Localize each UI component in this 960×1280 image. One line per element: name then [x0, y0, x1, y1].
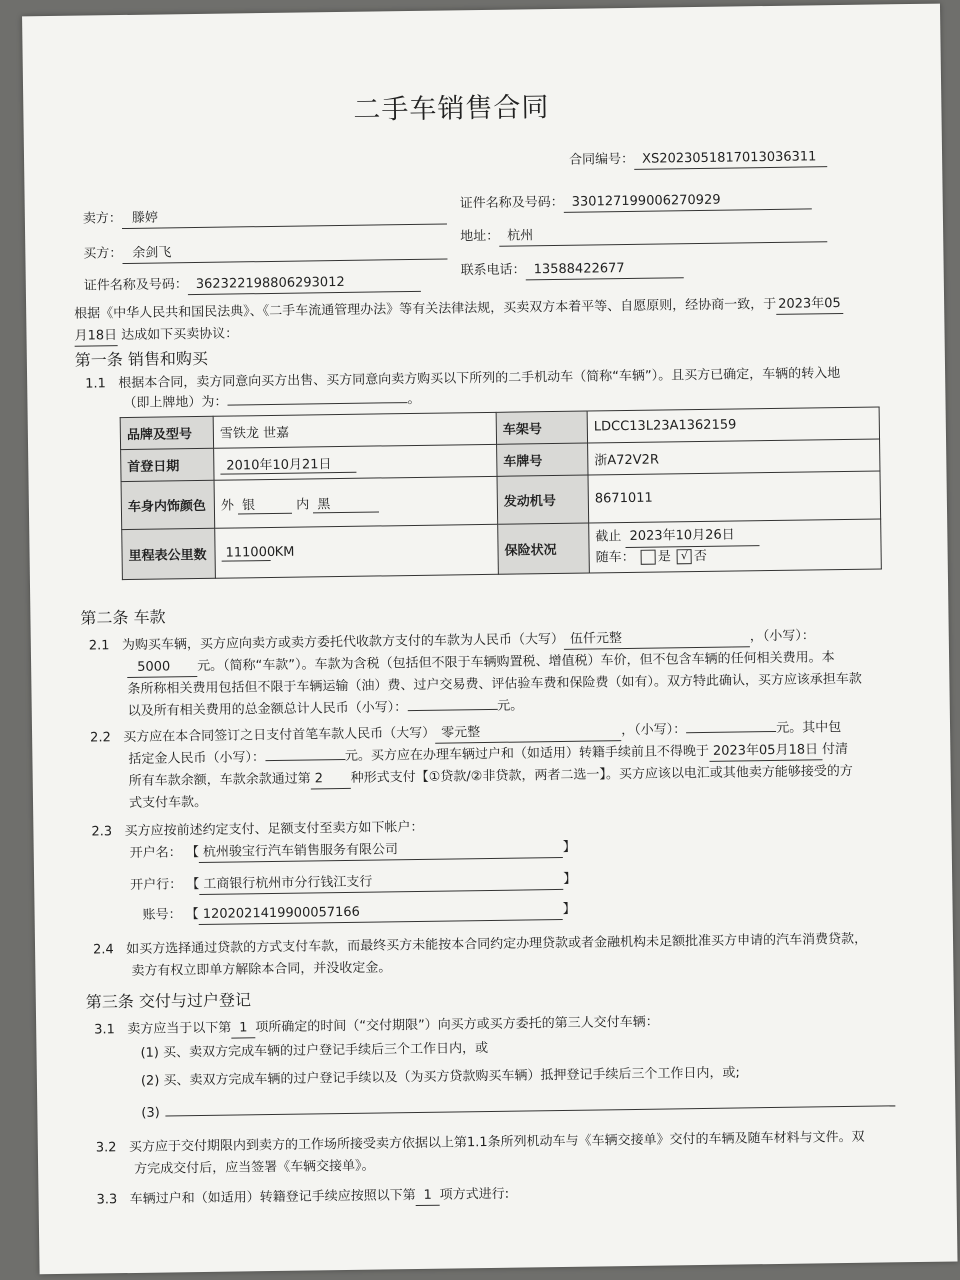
clause-text: 卖方应当于以下第 — [127, 1020, 232, 1038]
clause-text: 根据本合同，卖方同意向买方出售、买方同意向卖方购买以下所列的二手机动车（简称“车辆”）。且买方已确定，车辆的转入地 — [118, 366, 841, 392]
account-number-label: 账号： — [142, 907, 182, 923]
insurance-follow-label: 随车： — [595, 549, 635, 566]
account-number-row — [142, 901, 575, 926]
clause-text: （即上牌地）为： — [123, 394, 228, 412]
account-name-row — [130, 839, 576, 864]
account-number-value: 1202021419900057166 — [199, 901, 563, 925]
interior-label: 内 — [296, 496, 310, 513]
bracket: 】 — [562, 901, 576, 917]
clause-1-1 — [85, 365, 840, 394]
phone-value: 13588422677 — [526, 259, 684, 280]
clause-text: 买方应在本合同签订之日支付首笔车款人民币（大写） — [123, 725, 436, 746]
seller-id-value: 330127199006270929 — [564, 190, 812, 212]
clause-2-1-line-3: 条所称相关费用包括但不限于车辆运输（油）费、过户交易费、评估验车费和保险费（如有）。双方特此确认，买方应该承担车款 — [127, 671, 863, 698]
reg-date-label: 首登日期 — [121, 448, 214, 481]
price-uppercase: 伍仟元整 — [564, 628, 750, 650]
clause-text: ，（小写）： — [621, 722, 687, 739]
buyer-id-label: 证件名称及号码： — [83, 277, 188, 294]
clause-3-3 — [96, 1186, 509, 1211]
clause-number: 3.3 — [96, 1192, 118, 1208]
intro-date-a: 2023年05 — [776, 295, 843, 315]
article-1-title: 第一条 销售和购买 — [74, 348, 209, 370]
bracket: 】 — [563, 871, 577, 887]
clause-text: 元。买方应在办理车辆过户和（如适用）转籍手续前且不得晚于 — [344, 743, 710, 764]
insurance-until-value: 2023年10月26日 — [625, 525, 759, 548]
clause-number: 2.4 — [92, 942, 114, 958]
deposit-field — [265, 759, 345, 761]
clause-2-4 — [93, 931, 867, 960]
clause-3-1-item-3 — [141, 1094, 896, 1123]
clause-1-1-line-2 — [123, 391, 420, 413]
checkbox-no-label: 否 — [693, 548, 708, 565]
delivery-item: 1 — [231, 1019, 255, 1038]
odometer-value: 111000 — [221, 544, 270, 561]
bank-label: 开户行： — [130, 877, 183, 893]
clause-2-4-line-2: 卖方有权立即单方解除本合同，并没收定金。 — [131, 960, 392, 979]
contract-number-label: 合同编号： — [569, 151, 635, 168]
clause-3-2 — [96, 1129, 865, 1158]
clause-2-1-line-4 — [128, 697, 524, 721]
clause-3-1-item-1: (1) 买、卖双方完成车辆的过户登记手续后三个工作日内，或 — [140, 1041, 489, 1061]
clause-text: 元。 — [497, 698, 524, 714]
article-2-title: 第二条 车款 — [80, 607, 166, 628]
intro-line-1 — [74, 295, 843, 325]
clause-3-1 — [94, 1014, 659, 1041]
clause-number: 3.1 — [94, 1022, 115, 1038]
plate-label: 车牌号 — [497, 443, 588, 476]
brand-label: 品牌及型号 — [120, 416, 213, 449]
buyer-row — [83, 240, 447, 264]
engine-label: 发动机号 — [497, 475, 589, 524]
clause-text: 买方应按前述约定支付、足额支付至卖方如下帐户： — [124, 819, 424, 840]
registration-place-field — [228, 402, 408, 406]
first-payment-uppercase: 零元整 — [435, 722, 621, 744]
delivery-other-field — [166, 1105, 896, 1116]
total-amount-field — [407, 709, 497, 711]
vin-label: 车架号 — [496, 411, 587, 444]
clause-text: 元。（简称“车款”）。车款为含税（包括但不限于车辆购置税、增值税）车价，但不包含车辆的任何相关费用。 — [197, 650, 822, 675]
clause-text: 买方应于交付期限内到卖方的工作场所接受卖方依据以上第1.1条所列机动车与《车辆交接单》交付的车辆及随车材料与文件。双 — [128, 1129, 865, 1156]
balance-deadline: 2023年05月18日 — [709, 741, 822, 762]
vin-value: LDCC13L23A1362159 — [587, 407, 879, 443]
price-number: 5000 — [127, 658, 197, 678]
clause-number: 2.1 — [88, 638, 110, 654]
intro-text-end: 达成如下买卖协议： — [121, 326, 239, 344]
clause-text: 种形式支付【①贷款/②非贷款，两者二选一】。买方应该以电汇或其他卖方能够接受的方 — [350, 763, 853, 786]
transfer-item: 1 — [416, 1187, 440, 1206]
document-title: 二手车销售合同 — [353, 92, 550, 126]
address-label: 地址： — [460, 228, 500, 245]
checkbox-yes-label: 是 — [657, 549, 671, 565]
color-label: 车身内饰颜色 — [121, 480, 215, 529]
intro-date-b: 月18日 — [74, 327, 117, 347]
clause-2-3 — [91, 819, 423, 842]
vehicle-info-table — [120, 406, 882, 580]
seller-label: 卖方： — [82, 211, 122, 227]
plate-value: 浙A72V2R — [588, 439, 880, 475]
clause-text: 。 — [407, 391, 421, 408]
clause-2-2-line-4: 式支付车款。 — [128, 794, 208, 811]
intro-text: 根据《中华人民共和国民法典》、《二手车流通管理办法》等有关法律法规，买卖双方本着平等、自愿原则，经协商一致，于 — [74, 296, 777, 322]
insurance-until-label: 截止 — [595, 529, 622, 545]
reg-date-value: 2010年10月21日 — [220, 452, 356, 474]
exterior-color: 银 — [238, 493, 292, 514]
clause-text: 项所确定的时间（“交付期限”）向买方或买方委托的第三人交付车辆： — [255, 1014, 659, 1036]
bracket: 【 — [185, 907, 199, 923]
engine-value: 8671011 — [588, 471, 881, 523]
buyer-label: 买方： — [83, 246, 123, 262]
buyer-id-value: 362322198806293012 — [188, 273, 421, 295]
buyer-id-row — [84, 273, 421, 297]
odometer-label: 里程表公里数 — [122, 528, 216, 579]
phone-row — [461, 259, 684, 281]
clause-3-1-item-2: (2) 买、卖双方完成车辆的过户登记手续以及（为买方贷款购买车辆）抵押登记手续后三个工作日内，或; — [140, 1065, 740, 1089]
insurance-label: 保险状况 — [498, 523, 590, 574]
clause-text: 元。其中包 — [776, 720, 842, 736]
clause-text: ，（小写）： — [749, 628, 816, 645]
clause-text: 括定金人民币（小写）： — [128, 750, 266, 767]
brand-value: 雪铁龙 世嘉 — [213, 412, 496, 448]
bank-value: 工商银行杭州市分行钱江支行 — [199, 871, 563, 895]
clause-3-2-line-2: 方完成交付后，应当签署《车辆交接单》。 — [134, 1158, 375, 1177]
clause-text: (3) — [141, 1105, 160, 1121]
buyer-name: 余剑飞 — [122, 240, 447, 264]
clause-number: 2.3 — [91, 824, 113, 840]
clause-number: 3.2 — [95, 1140, 117, 1156]
seller-id-label: 证件名称及号码： — [459, 194, 564, 212]
phone-label: 联系电话： — [460, 262, 526, 279]
clause-number: 1.1 — [85, 376, 106, 392]
clause-text: 以及所有相关费用的总金额总计人民币（小写）： — [127, 700, 408, 719]
clause-text: 项方式进行: — [439, 1186, 510, 1203]
interior-color: 黑 — [313, 492, 379, 513]
clause-text: 本 — [821, 650, 835, 666]
bracket: 【 — [186, 877, 200, 893]
seller-row — [83, 205, 447, 229]
clause-text: 为购买车辆，买方应向卖方或卖方委托代收款方支付的车款为人民币（大写） — [121, 631, 565, 654]
exterior-label: 外 — [220, 497, 235, 514]
first-payment-number — [686, 731, 776, 733]
payment-method: 2 — [311, 770, 351, 790]
seller-id-row — [460, 190, 812, 214]
intro-line-2 — [74, 325, 238, 346]
checkbox-no[interactable]: √ — [677, 549, 692, 564]
address-row — [460, 223, 827, 247]
bracket: 【 — [185, 845, 200, 861]
odometer-unit: KM — [274, 544, 295, 560]
contract-page — [22, 4, 957, 1275]
clause-text: 车辆过户和（如适用）转籍登记手续应按照以下第 — [129, 1188, 416, 1208]
clause-number: 2.2 — [90, 730, 111, 746]
checkbox-yes[interactable] — [641, 550, 656, 565]
clause-text: 付清 — [821, 741, 849, 758]
account-name-label: 开户名： — [129, 845, 182, 861]
article-3-title: 第三条 交付与过户登记 — [85, 990, 252, 1012]
bank-row — [130, 871, 576, 896]
clause-text: 如买方选择通过贷款的方式支付车款，而最终买方未能按本合同约定办理贷款或者金融机构未足额批准买方申请的汽车消费贷款， — [126, 931, 868, 958]
bracket: 】 — [562, 839, 576, 855]
contract-number-row — [569, 148, 827, 171]
account-name-value: 杭州骏宝行汽车销售服务有限公司 — [199, 839, 563, 863]
contract-number-value: XS2023051817013036311 — [634, 148, 827, 170]
seller-name: 滕婷 — [122, 205, 447, 229]
clause-text: 所有车款余额，车款余款通过第 — [128, 771, 311, 789]
address-value: 杭州 — [499, 223, 827, 247]
